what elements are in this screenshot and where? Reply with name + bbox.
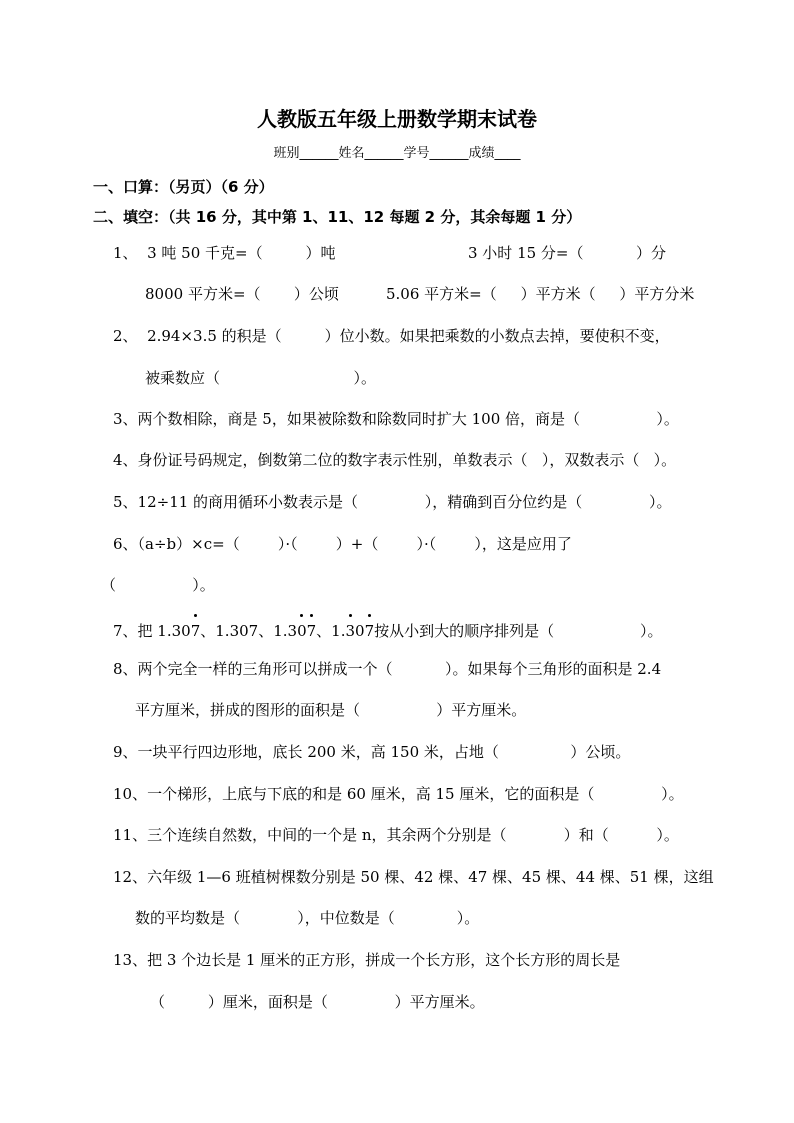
question-8-line-2: 平方厘米，拼成的图形的面积是（ ）平方厘米。 xyxy=(135,701,527,719)
question-7-text-end: 按从小到大的顺序排列是（ ）。 xyxy=(374,622,663,640)
repeat-dot-icon xyxy=(194,614,197,617)
repeat-dot-icon xyxy=(300,614,303,617)
digit: 0 xyxy=(355,622,365,640)
digit: 7 xyxy=(306,622,317,640)
digit: 7 xyxy=(190,622,201,640)
question-4: 4、身份证号码规定，倒数第二位的数字表示性别，单数表示（ ），双数表示（ ）。 xyxy=(113,451,677,469)
question-12-line-2: 数的平均数是（ ），中位数是（ ）。 xyxy=(135,909,480,927)
question-7 xyxy=(113,621,662,641)
section-fill-blank: 二、填空：（共 16 分，其中第 1、11、12 每题 2 分，其余每题 1 分） xyxy=(93,208,582,226)
repeating-digit xyxy=(365,621,375,641)
question-1-part-c: 8000 平方米=（ ）公顷 xyxy=(145,285,339,303)
question-1-part-b: 3 小时 15 分=（ ）分 xyxy=(468,244,666,262)
repeat-dot-icon xyxy=(310,614,313,617)
question-12-line-1: 12、六年级 1—6 班植树棵数分别是 50 棵、42 棵、47 棵、45 棵、44 棵、51 棵，这组 xyxy=(113,868,714,886)
question-2-line-2: 被乘数应（ ）。 xyxy=(145,369,377,387)
question-11: 11、三个连续自然数，中间的一个是 n，其余两个分别是（ ）和（ ）。 xyxy=(113,826,679,844)
question-7-text-start: 7、把 1.30 xyxy=(113,622,191,640)
repeat-dot-icon xyxy=(368,614,371,617)
question-3: 3、两个数相除，商是 5，如果被除数和除数同时扩大 100 倍，商是（ ）。 xyxy=(113,410,679,428)
question-7-text-mid-1: 、1.307、1.3 xyxy=(200,622,298,640)
question-1-part-d: 5.06 平方米=（ ）平方米（ ）平方分米 xyxy=(386,285,695,303)
page-title: 人教版五年级上册数学期末试卷 xyxy=(257,107,537,131)
repeating-digit xyxy=(345,621,355,641)
digit: 0 xyxy=(297,622,307,640)
question-1-part-a: 1、 3 吨 50 千克=（ ）吨 xyxy=(113,244,336,262)
question-6-line-1: 6、（a÷b）×c=（ ）·（ ）+（ ）·（ ），这是应用了 xyxy=(113,535,572,553)
repeating-digit xyxy=(297,621,307,641)
digit: 7 xyxy=(364,622,375,640)
question-13-line-1: 13、把 3 个边长是 1 厘米的正方形，拼成一个长方形，这个长方形的周长是 xyxy=(113,951,621,969)
question-6-line-2: （ ）。 xyxy=(101,576,215,594)
question-2-line-1: 2、 2.94×3.5 的积是（ ）位小数。如果把乘数的小数点去掉，要使积不变， xyxy=(113,327,670,345)
digit: 3 xyxy=(345,622,356,640)
question-5: 5、12÷11 的商用循环小数表示是（ ），精确到百分位约是（ ）。 xyxy=(113,493,672,511)
repeating-digit xyxy=(307,621,317,641)
repeating-digit xyxy=(191,621,201,641)
question-8-line-1: 8、两个完全一样的三角形可以拼成一个（ ）。如果每个三角形的面积是 2.4 xyxy=(113,660,662,678)
question-9: 9、一块平行四边形地，底长 200 米，高 150 米，占地（ ）公顷。 xyxy=(113,743,631,761)
repeat-dot-icon xyxy=(349,614,352,617)
question-13-line-2: （ ）厘米，面积是（ ）平方厘米。 xyxy=(150,993,485,1011)
question-7-text-mid-2: 、1. xyxy=(316,622,346,640)
section-oral-calc: 一、口算：（另页）（6 分） xyxy=(93,178,274,196)
question-10: 10、一个梯形，上底与下底的和是 60 厘米，高 15 厘米，它的面积是（ ）。 xyxy=(113,785,684,803)
student-info-line: 班别______姓名______学号______成绩____ xyxy=(273,146,521,161)
